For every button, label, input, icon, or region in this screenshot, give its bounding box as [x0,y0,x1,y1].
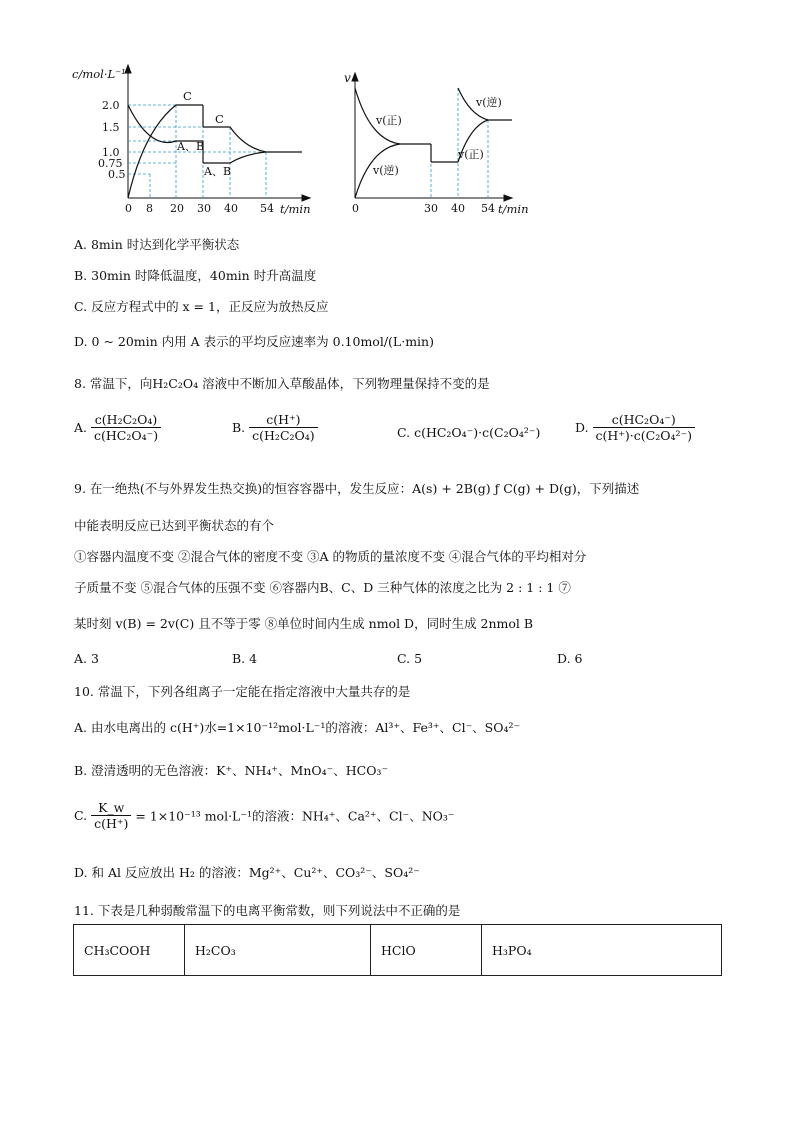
q9-option-d: D. 6 [557,651,583,666]
q9-line-1: 9. 在一绝热(不与外界发生热交换)的恒容容器中，发生反应：A(s) + 2B(g) ƒ C(g) + D(g)，下列描述 [74,481,640,496]
q10-c-denominator: c(H⁺) [94,816,129,831]
q10-c-rest: = 1×10⁻¹³ mol·L⁻¹的溶液：NH₄⁺、Ca²⁺、Cl⁻、NO₃⁻ [135,808,455,824]
x-tick: 0 [125,202,132,215]
concentration-time-graph [70,60,330,220]
q8-c-label: C. [397,425,411,440]
x-tick: 30 [197,202,211,215]
q8-option-a [74,412,161,443]
q8-b-denominator: c(H₂C₂O₄) [252,428,315,443]
curve-label: v(正) [376,114,402,127]
y-tick: 1.5 [102,121,120,134]
q9-option-a: A. 3 [74,651,99,666]
q8-d-label: D. [575,420,589,435]
rate-time-graph [340,60,540,220]
q8-d-denominator: c(H⁺)·c(C₂O₄²⁻) [595,428,692,443]
q10-stem: 10. 常温下，下列各组离子一定能在指定溶液中大量共存的是 [74,684,411,699]
q7-option-c: C. 反应方程式中的 x = 1，正反应为放热反应 [74,299,329,314]
y-tick: 0.5 [108,168,126,181]
q8-d-fraction [593,412,695,443]
curve-label: v(逆) [476,96,502,109]
q10-c-numerator: K_w [91,800,131,816]
y-tick: 0.75 [98,157,123,170]
x-tick: 0 [352,202,359,215]
y-axis-label: c/mol·L⁻¹ [72,67,126,81]
curve-label: v(逆) [373,164,399,177]
q8-b-fraction [249,412,318,443]
q8-b-label: B. [232,420,246,435]
q7-option-b: B. 30min 时降低温度，40min 时升高温度 [74,268,317,283]
q10-option-a: A. 由水电离出的 c(H⁺)水=1×10⁻¹²mol·L⁻¹的溶液：Al³⁺、Fe³⁺、Cl⁻、SO₄²⁻ [74,720,521,735]
curve-label: C [183,89,192,103]
q8-d-numerator: c(HC₂O₄⁻) [593,412,695,428]
q8-c-text: c(HC₂O₄⁻)·c(C₂O₄²⁻) [414,425,541,440]
q8-option-d [575,412,695,443]
curve-label: C [215,112,224,126]
x-tick: 8 [146,202,153,215]
table-cell: HClO [371,925,482,976]
x-tick: 54 [260,202,274,215]
q10-c-fraction [91,800,131,831]
curve-label: A、B [177,140,205,153]
q8-a-fraction [91,412,161,443]
q10-option-d: D. 和 Al 反应放出 H₂ 的溶液：Mg²⁺、Cu²⁺、CO₃²⁻、SO₄²⁻ [74,865,420,880]
q10-option-b: B. 澄清透明的无色溶液：K⁺、NH₄⁺、MnO₄⁻、HCO₃⁻ [74,763,389,778]
table-cell: H₂CO₃ [185,925,371,976]
q9-line-3: ①容器内温度不变 ②混合气体的密度不变 ③A 的物质的量浓度不变 ④混合气体的平均相对分 [74,549,587,564]
x-tick: 40 [224,202,238,215]
q8-b-numerator: c(H⁺) [249,412,318,428]
q10-option-c [74,800,455,831]
q11-stem: 11. 下表是几种弱酸常温下的电离平衡常数，则下列说法中不正确的是 [74,903,461,918]
x-tick: 30 [424,202,438,215]
table-cell: CH₃COOH [74,925,185,976]
q9-option-c: C. 5 [397,651,423,666]
y-axis-label: v [344,71,351,85]
q9-line-5: 某时刻 v(B) = 2v(C) 且不等于零 ⑧单位时间内生成 nmol D，同时生成 2nmol B [74,616,534,631]
curve-label: A、B [204,165,232,178]
q8-option-c [397,425,540,440]
q8-stem: 8. 常温下，向H₂C₂O₄ 溶液中不断加入草酸晶体，下列物理量保持不变的是 [74,376,490,391]
q8-a-label: A. [74,420,88,435]
x-tick: 40 [451,202,465,215]
x-axis-label: t/min [498,202,529,216]
q8-a-denominator: c(HC₂O₄⁻) [94,428,159,443]
acid-constant-table [73,924,722,976]
table-cell: H₃PO₄ [482,925,722,976]
y-tick: 2.0 [102,99,120,112]
table-row [74,925,722,976]
q8-a-numerator: c(H₂C₂O₄) [91,412,161,428]
q7-option-d: D. 0 ~ 20min 内用 A 表示的平均反应速率为 0.10mol/(L·min) [74,334,434,349]
q7-option-a: A. 8min 时达到化学平衡状态 [74,237,240,252]
q8-option-b [232,412,318,443]
curve-label: v(正) [458,148,484,161]
x-tick: 20 [170,202,184,215]
q10-c-label: C. [74,808,88,823]
y-tick: 1.0 [102,146,120,159]
q9-line-4: 子质量不变 ⑤混合气体的压强不变 ⑥容器内B、C、D 三种气体的浓度之比为 2 : 1 : 1 ⑦ [74,580,571,595]
x-tick: 54 [481,202,495,215]
x-axis-label: t/min [280,202,311,216]
q9-option-b: B. 4 [232,651,258,666]
q9-line-2: 中能表明反应已达到平衡状态的有个 [74,518,275,533]
